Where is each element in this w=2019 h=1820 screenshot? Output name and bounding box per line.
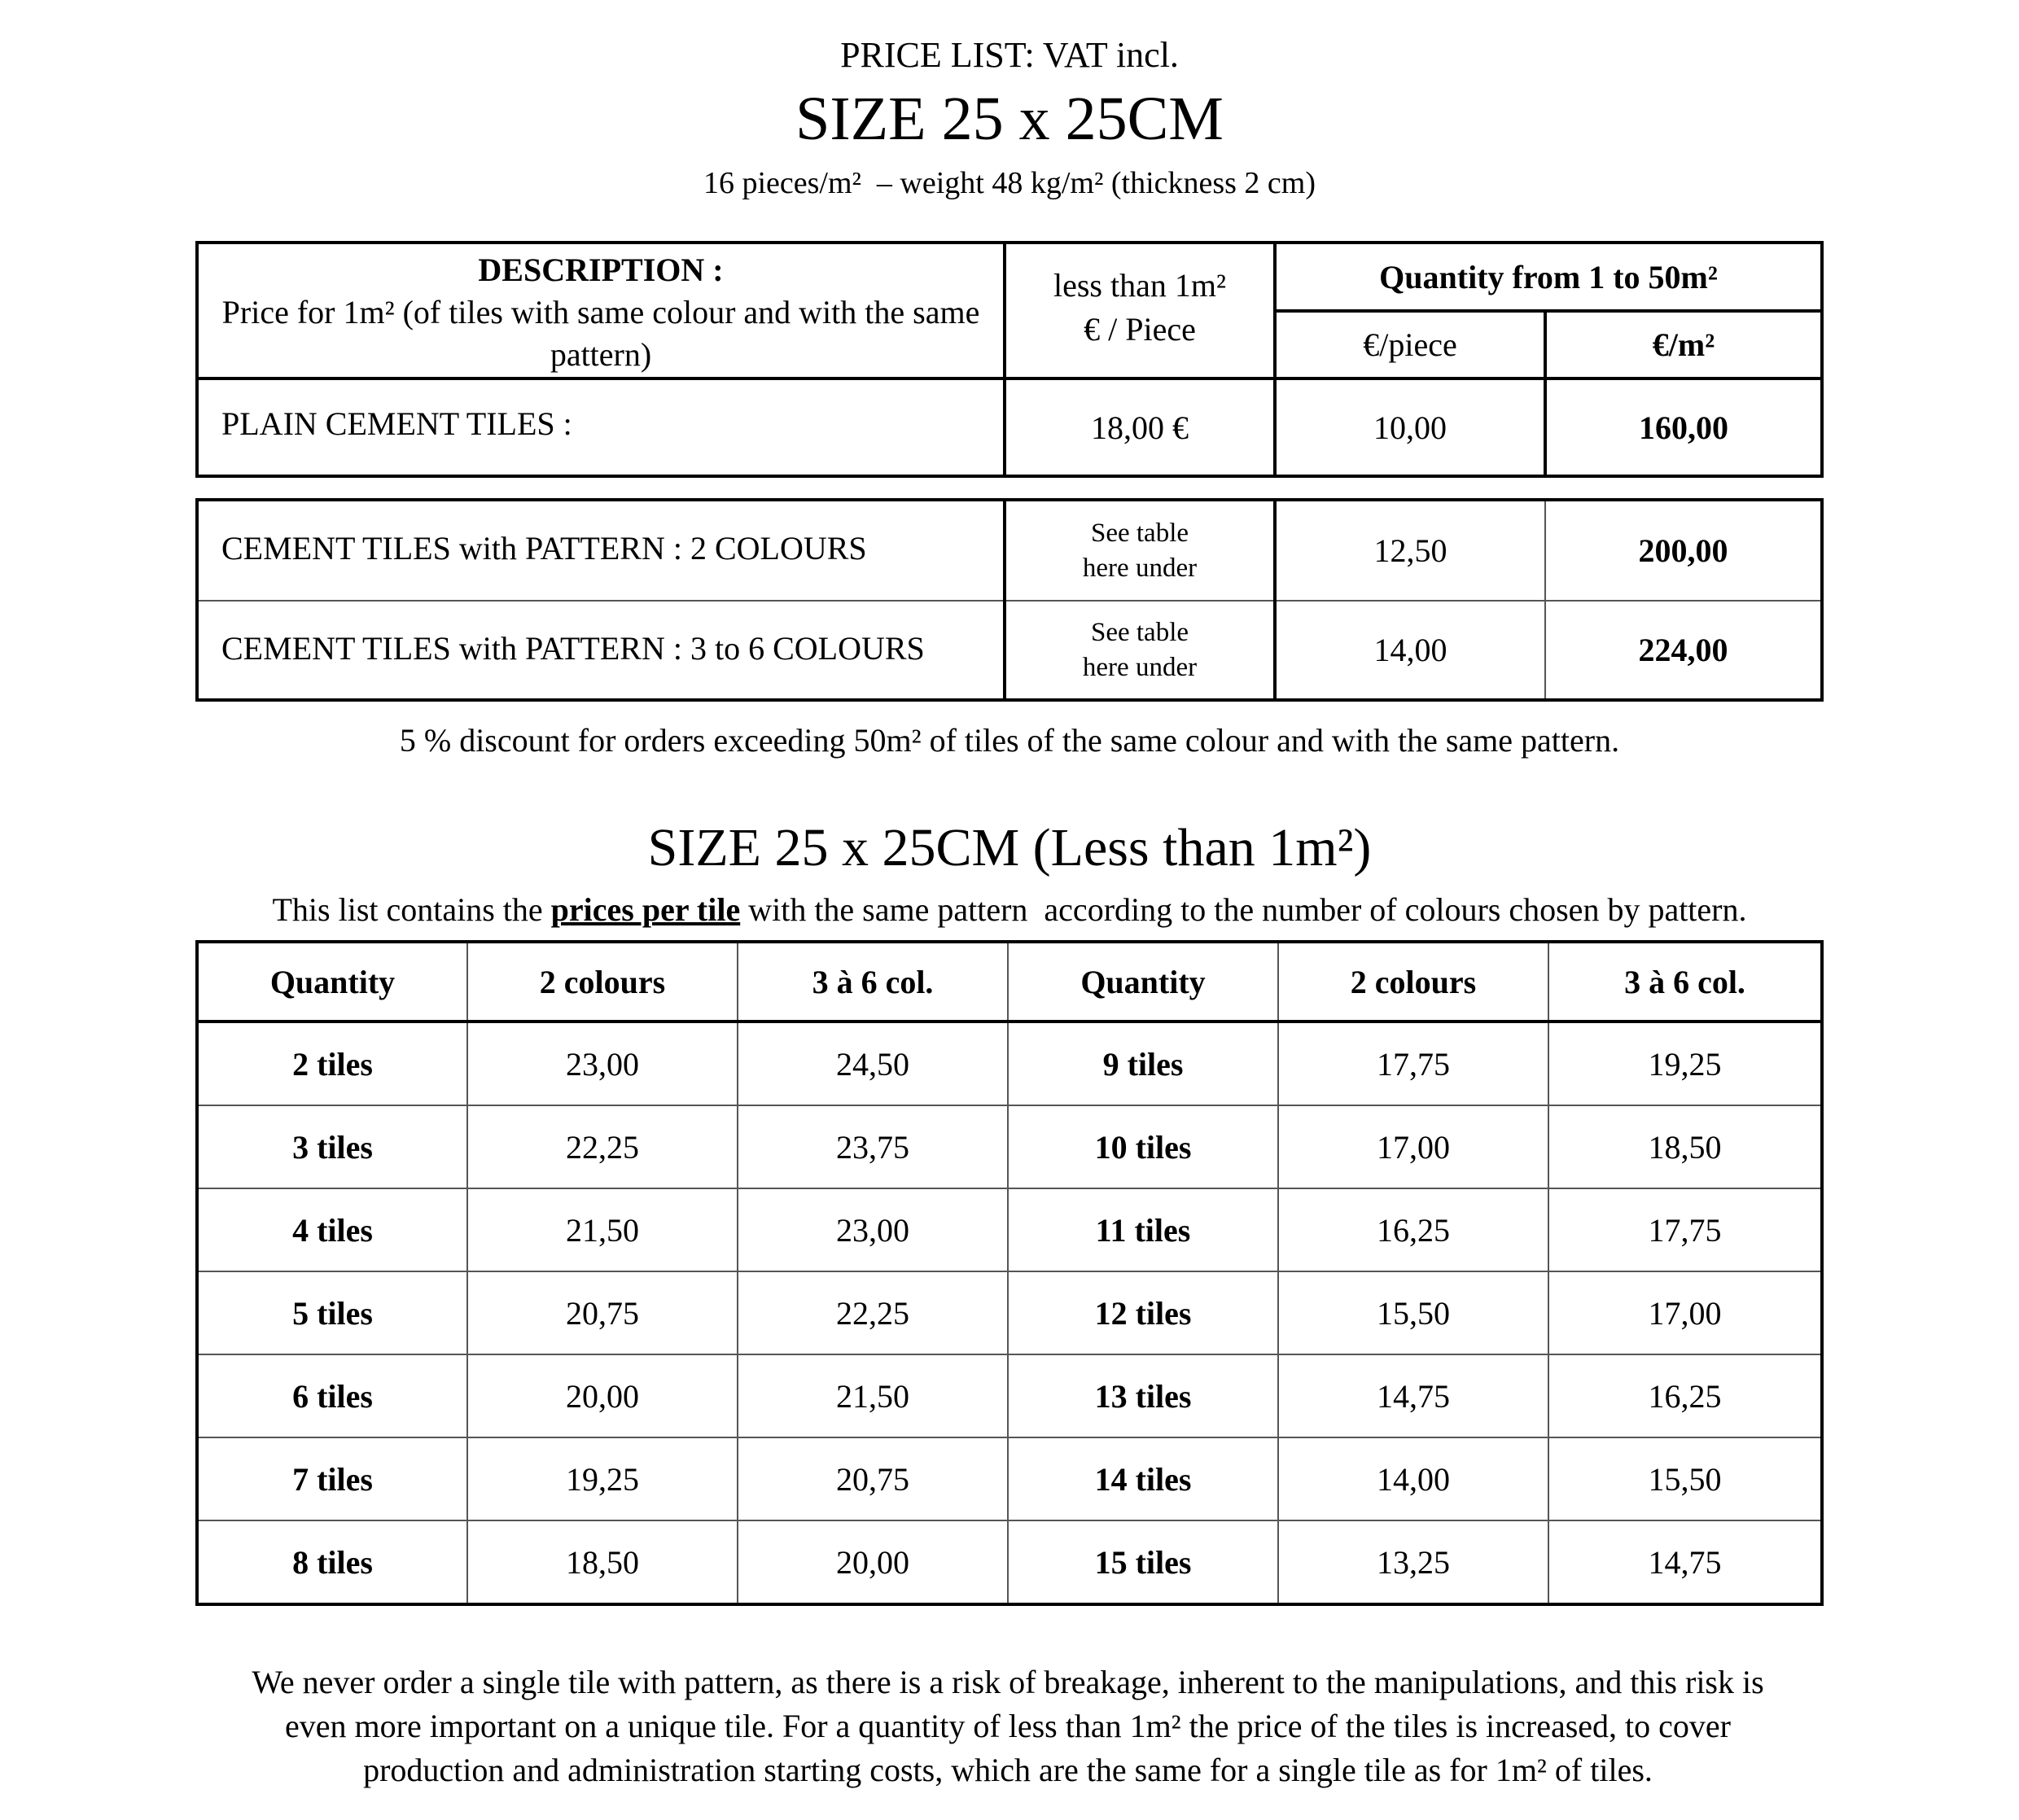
quantity-cell: 3 tiles: [197, 1105, 467, 1188]
see-table-note: [1005, 500, 1275, 601]
table-row: [197, 1437, 1822, 1520]
see-table-line: See table: [1090, 518, 1189, 548]
price-cell: 20,00: [738, 1520, 1008, 1604]
price-cell: 16,25: [1548, 1354, 1822, 1437]
price-cell: 19,25: [1548, 1022, 1822, 1105]
size-subtitle: 16 pieces/m² – weight 48 kg/m² (thickness 2 cm): [703, 166, 1316, 200]
price-cell: 23,00: [467, 1022, 738, 1105]
quantity-cell: 6 tiles: [197, 1354, 467, 1437]
quantity-cell: 11 tiles: [1008, 1188, 1278, 1271]
subtitle-text: with the same pattern according to the number of colours chosen by pattern.: [740, 891, 1747, 928]
price-cell: 22,25: [738, 1271, 1008, 1354]
price-cell: 24,50: [738, 1022, 1008, 1105]
footer-line: We never order a single tile with pattern, as there is a risk of breakage, inherent to the manipulations, and this risk is: [252, 1664, 1764, 1700]
price-cell: 14,00: [1278, 1437, 1548, 1520]
pattern-m2-price: 224,00: [1545, 601, 1822, 700]
price-cell: 20,75: [738, 1437, 1008, 1520]
table-row: [197, 500, 1822, 601]
column-header: Quantity: [197, 942, 467, 1022]
price-cell: 14,75: [1548, 1520, 1822, 1604]
table-row: [197, 1105, 1822, 1188]
footer-note: [195, 1660, 1820, 1792]
price-cell: 21,50: [467, 1188, 738, 1271]
plain-m2-price: 160,00: [1545, 378, 1822, 476]
quantity-cell: 15 tiles: [1008, 1520, 1278, 1604]
price-cell: 15,50: [1548, 1437, 1822, 1520]
price-cell: 18,50: [1548, 1105, 1822, 1188]
price-cell: 18,50: [467, 1520, 738, 1604]
quantity-cell: 8 tiles: [197, 1520, 467, 1604]
price-cell: 23,00: [738, 1188, 1008, 1271]
column-header: Quantity: [1008, 942, 1278, 1022]
discount-note: 5 % discount for orders exceeding 50m² of tiles of the same colour and with the same pattern.: [399, 722, 1620, 759]
price-cell: 16,25: [1278, 1188, 1548, 1271]
description-text: Price for 1m² (of tiles with same colour and with the same pattern): [221, 293, 980, 373]
table-row: [197, 1520, 1822, 1604]
plain-small-price: 18,00 €: [1005, 378, 1275, 476]
plain-tiles-label: PLAIN CEMENT TILES :: [197, 378, 1005, 476]
pattern-m2-price: 200,00: [1545, 500, 1822, 601]
footer-line: production and administration starting costs, which are the same for a single tile as for 1m² of tiles.: [363, 1752, 1653, 1788]
quantity-cell: 10 tiles: [1008, 1105, 1278, 1188]
size-title: SIZE 25 x 25CM: [795, 85, 1224, 153]
price-cell: 17,75: [1548, 1188, 1822, 1271]
quantity-cell: 9 tiles: [1008, 1022, 1278, 1105]
table-row: [197, 1188, 1822, 1271]
see-table-line: See table: [1090, 617, 1189, 647]
size-subtitle-small-qty: [0, 889, 2019, 931]
less-than-header-cell: [1005, 243, 1275, 378]
price-cell: 23,75: [738, 1105, 1008, 1188]
plain-piece-price: 10,00: [1275, 378, 1545, 476]
column-header: 3 à 6 col.: [738, 942, 1008, 1022]
column-header: 2 colours: [1278, 942, 1548, 1022]
pattern-tiles-table: [195, 498, 1824, 702]
quantity-cell: 13 tiles: [1008, 1354, 1278, 1437]
price-cell: 17,00: [1278, 1105, 1548, 1188]
pattern-row-label: CEMENT TILES with PATTERN : 2 COLOURS: [221, 530, 867, 567]
quantity-cell: 14 tiles: [1008, 1437, 1278, 1520]
price-cell: 13,25: [1278, 1520, 1548, 1604]
table-row: [197, 1271, 1822, 1354]
column-header: 3 à 6 col.: [1548, 942, 1822, 1022]
table-row: [197, 1354, 1822, 1437]
price-cell: 15,50: [1278, 1271, 1548, 1354]
per-tile-price-table: [195, 940, 1824, 1606]
eur-m2-header: €/m²: [1545, 311, 1822, 378]
pattern-row-label: CEMENT TILES with PATTERN : 3 to 6 COLOURS: [197, 601, 1005, 700]
pattern-piece-price: 14,00: [1275, 601, 1545, 700]
less-than-label: less than 1m²: [1053, 267, 1226, 304]
prices-per-tile-emphasis: prices per tile: [550, 891, 741, 928]
column-header: 2 colours: [467, 942, 738, 1022]
quantity-cell: 7 tiles: [197, 1437, 467, 1520]
price-cell: 20,75: [467, 1271, 738, 1354]
description-header-cell: [197, 243, 1005, 378]
see-table-line: here under: [1082, 553, 1198, 583]
table-header-row: [197, 942, 1822, 1022]
quantity-cell: 2 tiles: [197, 1022, 467, 1105]
price-list-heading: PRICE LIST: VAT incl.: [840, 35, 1179, 75]
price-cell: 17,75: [1278, 1022, 1548, 1105]
price-cell: 21,50: [738, 1354, 1008, 1437]
size-title-small-qty: SIZE 25 x 25CM (Less than 1m²): [647, 818, 1372, 877]
per-tile-price-body: [197, 1022, 1822, 1604]
footer-line: even more important on a unique tile. For a quantity of less than 1m² the price of the tiles is increased, to cover: [285, 1708, 1731, 1744]
price-cell: 20,00: [467, 1354, 738, 1437]
table-row: [197, 1022, 1822, 1105]
see-table-note: [1005, 601, 1275, 700]
eur-piece-header: €/piece: [1275, 311, 1545, 378]
price-cell: 22,25: [467, 1105, 738, 1188]
table-row: [197, 601, 1822, 700]
price-cell: 19,25: [467, 1437, 738, 1520]
price-cell: 17,00: [1548, 1271, 1822, 1354]
see-table-line: here under: [1082, 652, 1198, 682]
quantity-cell: 5 tiles: [197, 1271, 467, 1354]
price-cell: 14,75: [1278, 1354, 1548, 1437]
subtitle-text: This list contains the: [272, 891, 551, 928]
pattern-piece-price: 12,50: [1275, 500, 1545, 601]
quantity-range-header: Quantity from 1 to 50m²: [1275, 243, 1822, 311]
plain-tiles-table: [195, 241, 1824, 478]
quantity-cell: 12 tiles: [1008, 1271, 1278, 1354]
per-piece-label: € / Piece: [1084, 311, 1196, 348]
quantity-cell: 4 tiles: [197, 1188, 467, 1271]
description-heading: DESCRIPTION :: [478, 251, 724, 288]
